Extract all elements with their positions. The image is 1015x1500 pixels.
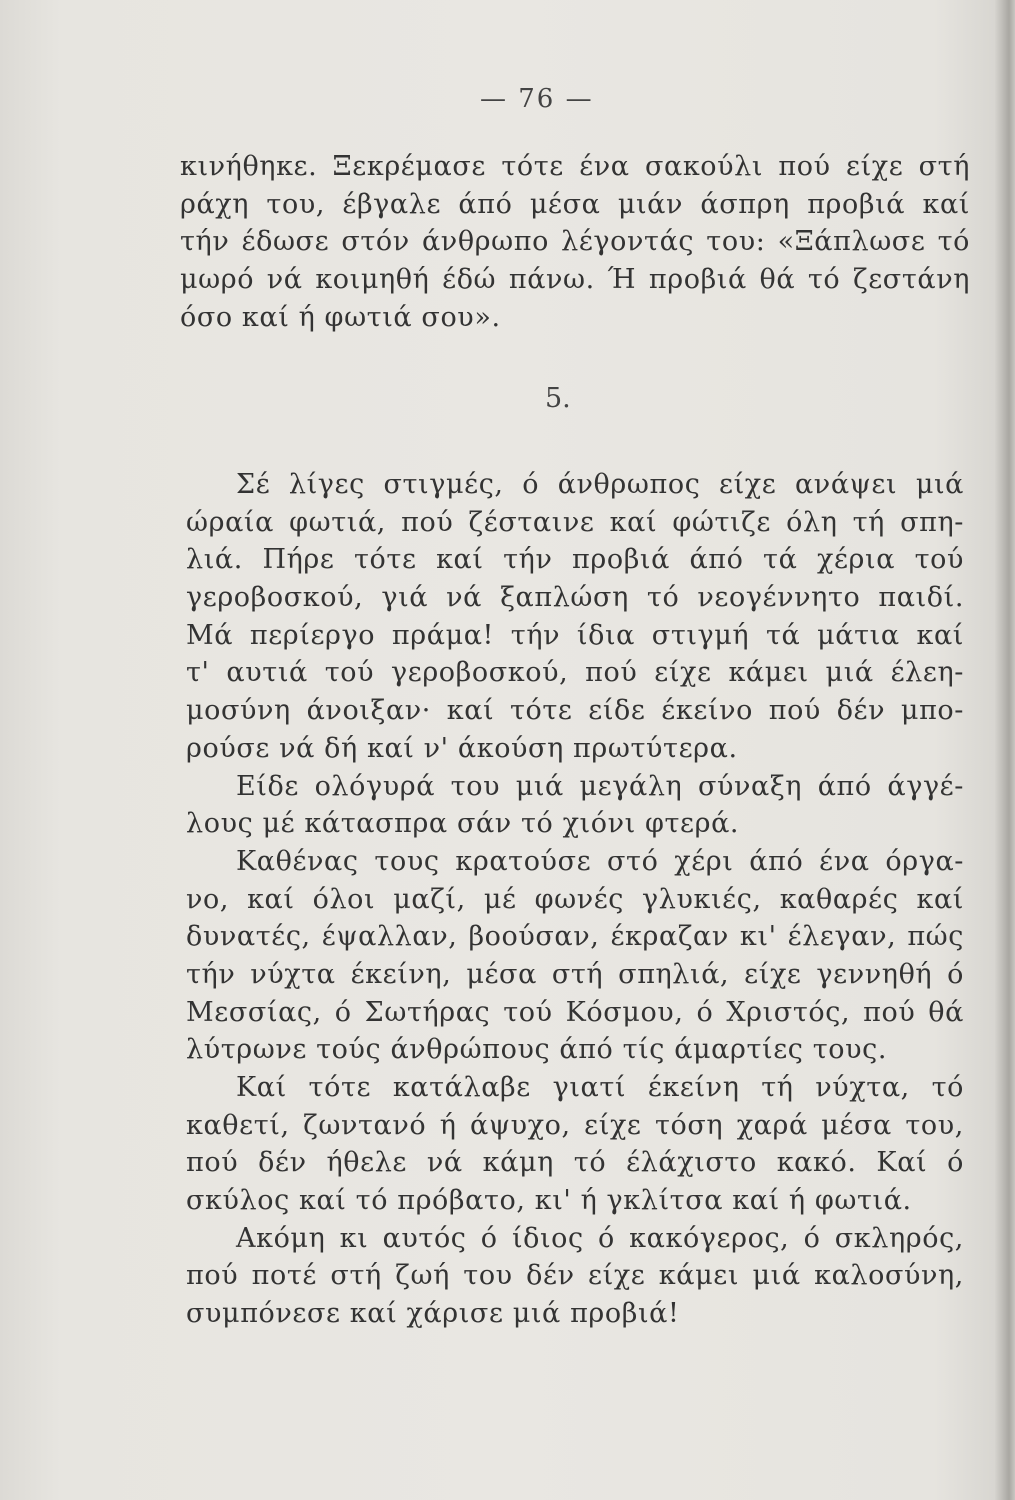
text-line: Ακόμη κι αυτός ό ίδιος ό κακόγερος, ό σκληρός,	[236, 1222, 964, 1254]
text-line: ρούσε νά δή καί ν' άκούση πρωτύτερα.	[186, 732, 738, 764]
text-line: ώραία φωτιά, πού ζέσταινε καί φώτιζε όλη τή σπη-	[186, 506, 964, 538]
text-line: τήν νύχτα έκείνη, μέσα στή σπηλιά, είχε γεννηθή ό	[186, 958, 964, 990]
text-line: μοσύνη άνοιξαν· καί τότε είδε έκείνο πού δέν μπο-	[186, 695, 964, 727]
page-number: — 76 —	[480, 84, 594, 114]
text-line: λους μέ κάτασπρα σάν τό χιόνι φτερά.	[186, 808, 740, 840]
text-line: καθετί, ζωντανό ή άψυχο, είχε τόση χαρά μέσα του,	[186, 1109, 964, 1141]
page-edge	[995, 0, 1015, 1500]
text-line: συμπόνεσε καί χάρισε μιά προβιά!	[186, 1298, 680, 1330]
text-line: ράχη του, έβγαλε άπό μέσα μιάν άσπρη προβιά καί	[180, 188, 970, 220]
text-line: Καθένας τους κρατούσε στό χέρι άπό ένα όργα-	[236, 845, 964, 877]
text-line: Μεσσίας, ό Σωτήρας τού Κόσμου, ό Χριστός, πού θά	[186, 996, 964, 1028]
text-line: σκύλος καί τό πρόβατο, κι' ή γκλίτσα καί ή φωτιά.	[186, 1185, 912, 1217]
text-line: γεροβοσκού, γιά νά ξαπλώση τό νεογέννητο παιδί.	[186, 582, 964, 614]
text-line: πού δέν ήθελε νά κάμη τό έλάχιστο κακό. Καί ό	[186, 1147, 964, 1179]
text-line: κινήθηκε. Ξεκρέμασε τότε ένα σακούλι πού είχε στή	[180, 151, 970, 182]
text-line: τήν έδωσε στόν άνθρωπο λέγοντάς του: «Ξάπλωσε τό	[180, 226, 970, 258]
text-line: τ' αυτιά τού γεροβοσκού, πού είχε κάμει μιά έλεη-	[186, 657, 964, 689]
text-line: όσο καί ή φωτιά σου».	[180, 301, 501, 333]
text-line: Μά περίεργο πράμα! τήν ίδια στιγμή τά μάτια καί	[186, 619, 964, 651]
text-line: Καί τότε κατάλαβε γιατί έκείνη τή νύχτα, τό	[236, 1072, 964, 1103]
text-line: Είδε ολόγυρά του μιά μεγάλη σύναξη άπό άγγέ-	[236, 770, 964, 802]
text-line: λύτρωνε τούς άνθρώπους άπό τίς άμαρτίες τους.	[186, 1034, 888, 1066]
text-line: μωρό νά κοιμηθή έδώ πάνω. Ή προβιά θά τό ζεστάνη	[180, 264, 970, 296]
section-number: 5.	[545, 383, 571, 414]
text-line: νο, καί όλοι μαζί, μέ φωνές γλυκιές, καθαρές καί	[186, 883, 964, 915]
text-line: Σέ λίγες στιγμές, ό άνθρωπος είχε ανάψει μιά	[236, 469, 964, 500]
text-line: πού ποτέ στή ζωή του δέν είχε κάμει μιά καλοσύνη,	[186, 1260, 964, 1292]
continued-paragraph	[180, 148, 970, 336]
section-body	[186, 466, 964, 1333]
text-line: λιά. Πήρε τότε καί τήν προβιά άπό τά χέρια τού	[186, 544, 964, 576]
text-line: δυνατές, έψαλλαν, βοούσαν, έκραζαν κι' έλεγαν, πώς	[186, 921, 964, 953]
